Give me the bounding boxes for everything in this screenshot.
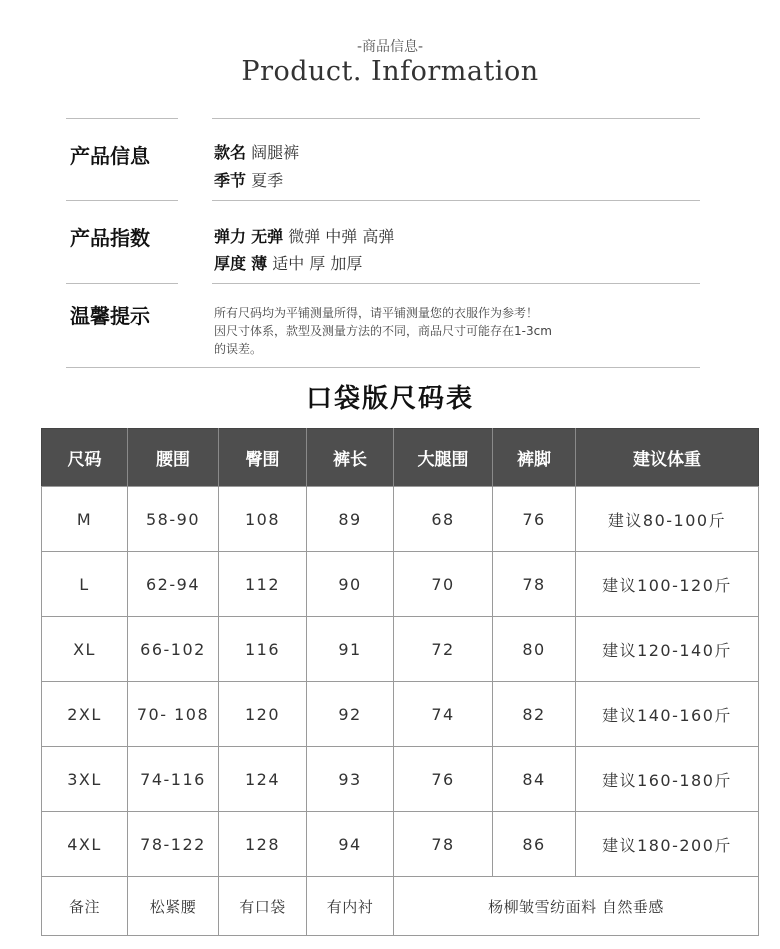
column-header: 臀围 [219,429,307,487]
table-row [42,487,759,552]
table-cell: 70 [394,552,493,617]
table-cell: 128 [219,812,307,877]
size-table [41,428,759,936]
column-header: 尺码 [42,429,128,487]
table-row [42,617,759,682]
remarks-lining: 有内衬 [307,877,394,936]
section-title-product-index: 产品指数 [70,226,150,250]
table-cell: 建议80-100斤 [576,487,759,552]
table-row [42,552,759,617]
table-row [42,747,759,812]
table-cell: 建议120-140斤 [576,617,759,682]
table-cell: 建议180-200斤 [576,812,759,877]
table-cell: 76 [394,747,493,812]
remarks-label: 备注 [42,877,128,936]
table-cell: 91 [307,617,394,682]
table-cell: 78 [493,552,576,617]
table-cell: 89 [307,487,394,552]
season-value: 夏季 [251,171,284,190]
table-cell: 76 [493,487,576,552]
table-cell: 80 [493,617,576,682]
table-cell: 58-90 [128,487,219,552]
style-value: 阔腿裤 [251,143,300,162]
column-header: 腰围 [128,429,219,487]
column-header: 大腿围 [394,429,493,487]
thickness-line [214,251,362,274]
table-cell: 70- 108 [128,682,219,747]
table-cell: 74-116 [128,747,219,812]
table-cell: 94 [307,812,394,877]
table-cell: 74 [394,682,493,747]
table-cell: 112 [219,552,307,617]
remarks-row [42,877,759,936]
elasticity-selected: 无弹 [251,227,284,246]
divider [66,367,700,368]
tips-line: 因尺寸体系，款型及测量方法的不同，商品尺寸可能存在1-3cm [214,324,552,338]
table-cell: 68 [394,487,493,552]
table-header-row [42,429,759,487]
season-label: 季节 [214,171,247,190]
column-header: 建议体重 [576,429,759,487]
table-cell: 78 [394,812,493,877]
table-cell: 108 [219,487,307,552]
table-row [42,682,759,747]
header-cn: -商品信息- [356,39,424,55]
table-cell: 72 [394,617,493,682]
section-title-tips: 温馨提示 [70,304,150,328]
table-row [42,812,759,877]
thickness-others: 适中 厚 加厚 [272,254,363,273]
thickness-label: 厚度 [214,254,247,273]
table-cell: 93 [307,747,394,812]
tips-line: 所有尺码均为平铺测量所得，请平铺测量您的衣服作为参考！ [214,306,539,320]
style-label: 款名 [214,143,247,162]
table-cell: 78-122 [128,812,219,877]
column-header: 裤长 [307,429,394,487]
table-cell: XL [42,617,128,682]
divider [66,283,178,284]
tips-text [214,304,644,358]
section-title-product-info: 产品信息 [70,144,150,168]
table-cell: L [42,552,128,617]
table-cell: 建议160-180斤 [576,747,759,812]
table-cell: 116 [219,617,307,682]
elasticity-label: 弹力 [214,227,247,246]
table-cell: 4XL [42,812,128,877]
remarks-fabric: 杨柳皱雪纺面料 自然垂感 [394,877,759,936]
table-cell: 66-102 [128,617,219,682]
season-line [214,168,283,191]
table-cell: M [42,487,128,552]
divider [212,283,700,284]
table-cell: 82 [493,682,576,747]
style-line [214,140,299,163]
size-table-title: 口袋版尺码表 [305,384,474,414]
table-cell: 90 [307,552,394,617]
tips-line: 的误差。 [214,342,263,356]
table-cell: 2XL [42,682,128,747]
table-cell: 124 [219,747,307,812]
column-header: 裤脚 [493,429,576,487]
elasticity-others: 微弹 中弹 高弹 [288,227,395,246]
divider [212,118,700,119]
table-cell: 120 [219,682,307,747]
table-cell: 3XL [42,747,128,812]
table-cell: 建议140-160斤 [576,682,759,747]
divider [212,200,700,201]
divider [66,118,178,119]
remarks-waist: 松紧腰 [128,877,219,936]
table-cell: 84 [493,747,576,812]
table-cell: 62-94 [128,552,219,617]
table-cell: 86 [493,812,576,877]
thickness-selected: 薄 [251,254,268,273]
table-cell: 92 [307,682,394,747]
table-cell: 建议100-120斤 [576,552,759,617]
elasticity-line [214,224,394,247]
remarks-pocket: 有口袋 [219,877,307,936]
header-en: Product. Information [241,56,539,87]
divider [66,200,178,201]
